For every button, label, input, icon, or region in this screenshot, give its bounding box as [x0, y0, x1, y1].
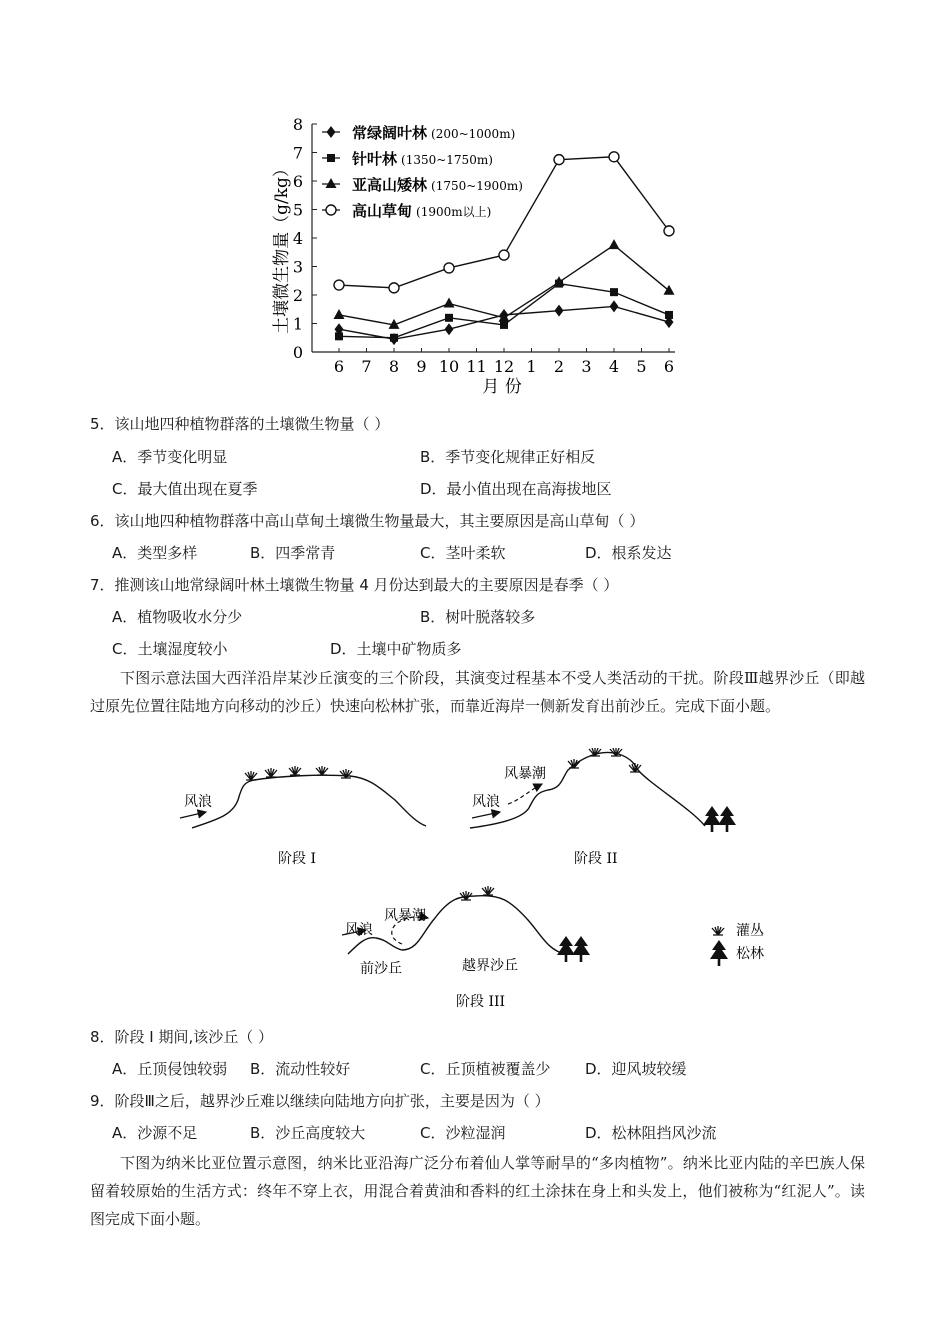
question-9: 9．阶段Ⅲ之后，越界沙丘难以继续向陆地方向扩张，主要是因为（ ） [90, 1092, 550, 1110]
question-8: 8．阶段 I 期间,该沙丘（ ） [90, 1028, 274, 1046]
y-tick-label: 3 [292, 257, 303, 277]
x-tick-label: 6 [663, 357, 675, 376]
q8-option-c[interactable]: C．丘顶植被覆盖少 [420, 1060, 551, 1078]
y-tick-label: 2 [292, 286, 303, 305]
soil-microbe-chart [255, 108, 695, 400]
q7-option-c[interactable]: C．土壤湿度较小 [112, 640, 228, 658]
x-tick-label: 2 [553, 357, 565, 376]
data-point-series-3 [444, 298, 455, 308]
stage-3-label: 阶段 III [456, 994, 506, 1010]
legend-entry-3: 亚高山矮林 (1750~1900m) [352, 176, 523, 194]
data-point-series-3 [334, 309, 345, 319]
x-tick-label: 7 [361, 357, 372, 376]
x-tick-label: 6 [333, 357, 345, 376]
q6-option-d[interactable]: D．根系发达 [585, 544, 672, 562]
data-point-series-2 [390, 334, 398, 342]
data-point-series-4 [609, 152, 619, 162]
y-tick-label: 7 [292, 143, 303, 163]
x-tick-label: 10 [438, 357, 460, 376]
y-tick-label: 4 [292, 229, 303, 248]
x-tick-label: 11 [466, 357, 487, 376]
question-6: 6．该山地四种植物群落中高山草甸土壤微生物量最大，其主要原因是高山草甸（ ） [90, 512, 645, 530]
x-tick-label: 4 [608, 357, 620, 376]
y-tick-label: 8 [292, 115, 303, 134]
x-tick-label: 8 [388, 357, 400, 376]
data-point-series-1 [555, 305, 564, 317]
q5-option-d[interactable]: D．最小值出现在高海拔地区 [420, 480, 612, 498]
legend-marker-3 [326, 178, 337, 188]
y-tick-label: 0 [292, 343, 303, 362]
stage-1-dune [180, 766, 426, 867]
stage-1-label: 阶段 I [278, 851, 316, 867]
y-tick-label: 6 [292, 172, 303, 191]
data-point-series-1 [610, 300, 619, 312]
q9-option-a[interactable]: A．沙源不足 [112, 1124, 198, 1142]
legend-entry-2: 针叶林 (1350~1750m) [352, 150, 493, 168]
legend-marker-4 [326, 205, 336, 215]
dune-stages-diagram [170, 748, 800, 1018]
legend-marker-2 [327, 154, 335, 162]
y-tick-label: 5 [292, 200, 303, 220]
stage-2-storm-label: 风暴潮 [504, 766, 546, 782]
data-point-series-4 [499, 250, 509, 260]
x-tick-label: 9 [416, 357, 427, 376]
q6-option-b[interactable]: B．四季常青 [250, 544, 336, 562]
question-7: 7．推测该山地常绿阔叶林土壤微生物量 4 月份达到最大的主要原因是春季（ ） [90, 576, 619, 594]
q7-option-a[interactable]: A．植物吸收水分少 [112, 608, 243, 626]
transgressive-dune-label: 越界沙丘 [462, 958, 518, 974]
data-point-series-1 [445, 323, 454, 335]
x-tick-label: 1 [526, 357, 537, 376]
legend-marker-1 [327, 126, 336, 138]
q9-option-b[interactable]: B．沙丘高度较大 [250, 1124, 366, 1142]
data-point-series-4 [334, 280, 344, 290]
q6-option-c[interactable]: C．茎叶柔软 [420, 544, 506, 562]
legend-shrub-label: 灌丛 [736, 923, 764, 939]
q9-option-c[interactable]: C．沙粒湿润 [420, 1124, 506, 1142]
legend-entry-4: 高山草甸 (1900m以上) [352, 202, 492, 220]
data-point-series-4 [444, 263, 454, 273]
q5-option-b[interactable]: B．季节变化规律正好相反 [420, 448, 596, 466]
legend-pine-label: 松林 [736, 946, 764, 962]
q9-option-d[interactable]: D．松林阻挡风沙流 [585, 1124, 717, 1142]
x-tick-label: 3 [581, 357, 592, 376]
diagram-legend [710, 922, 764, 966]
stage-2-dune [470, 748, 736, 867]
data-point-series-2 [665, 311, 673, 319]
foredune-label: 前沙丘 [360, 961, 402, 977]
stage-2-wave-label: 风浪 [472, 794, 500, 810]
q7-option-b[interactable]: B．树叶脱落较多 [420, 608, 536, 626]
data-point-series-2 [445, 314, 453, 322]
pine-icon [710, 940, 728, 966]
namibia-passage: 下图为纳米比亚位置示意图，纳米比亚沿海广泛分布着仙人掌等耐旱的“多肉植物”。纳米比亚内陆的辛巴族人保留着较原始的生活方式：终年不穿上衣，用混合着黄油和香料的红土涂抹在身上和头发上，他们被称为“红泥人”。读图完成下面小题。 [90, 1154, 865, 1228]
data-point-series-2 [610, 288, 618, 296]
stage-3-wave-label: 风浪 [345, 922, 373, 938]
legend-entry-1: 常绿阔叶林 (200~1000m) [352, 124, 516, 142]
data-point-series-3 [664, 285, 675, 295]
x-tick-label: 12 [493, 357, 515, 376]
data-point-series-4 [389, 283, 399, 293]
y-axis-label [272, 160, 292, 334]
q7-option-d[interactable]: D．土壤中矿物质多 [330, 640, 462, 658]
x-axis-label: 月 份 [482, 377, 522, 397]
y-tick-label: 1 [292, 314, 303, 334]
stage-3-dune [342, 886, 590, 1010]
data-point-series-4 [664, 226, 674, 236]
data-point-series-3 [609, 239, 620, 249]
data-point-series-2 [335, 332, 343, 340]
svg-text:土壤微生物量（g/kg）: 土壤微生物量（g/kg） [272, 160, 292, 334]
x-tick-label: 5 [636, 357, 647, 376]
question-5: 5．该山地四种植物群落的土壤微生物量（ ） [90, 415, 390, 433]
q8-option-b[interactable]: B．流动性较好 [250, 1060, 351, 1078]
dune-passage: 下图示意法国大西洋沿岸某沙丘演变的三个阶段，其演变过程基本不受人类活动的干扰。阶段Ⅲ越界沙丘（即越过原先位置往陆地方向移动的沙丘）快速向松林扩张，而靠近海岸一侧新发育出前沙丘。完成下面小题。 [90, 669, 865, 715]
q8-option-d[interactable]: D．迎风坡较缓 [585, 1060, 687, 1078]
data-point-series-2 [500, 321, 508, 329]
q5-option-a[interactable]: A．季节变化明显 [112, 448, 228, 466]
q5-option-c[interactable]: C．最大值出现在夏季 [112, 480, 258, 498]
q6-option-a[interactable]: A．类型多样 [112, 544, 198, 562]
stage-2-label: 阶段 II [574, 851, 618, 867]
data-point-series-4 [554, 155, 564, 165]
stage-1-wave-label: 风浪 [184, 794, 212, 810]
shrub-icon [712, 926, 724, 935]
stage-3-storm-label: 风暴潮 [384, 908, 426, 924]
q8-option-a[interactable]: A．丘顶侵蚀较弱 [112, 1060, 228, 1078]
